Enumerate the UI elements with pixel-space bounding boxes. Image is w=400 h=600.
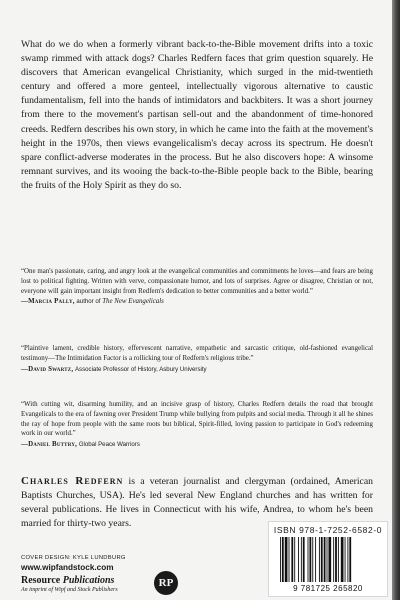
- quote-text: “Plaintive lament, credible history, effervescent narrative, empathetic and sarcastic critique, old-fashioned evangelical testimony—The Intimidation Factor is a rollicking tour of Redfern's religious tribe.”: [21, 345, 373, 362]
- publisher-name-part: Publications: [62, 575, 115, 586]
- barcode-icon: [278, 537, 378, 593]
- attribution-dash: —: [21, 298, 29, 306]
- cover-design-credit: COVER DESIGN: KYLE LUNDBURG: [21, 555, 126, 561]
- publisher-name: [21, 576, 118, 586]
- endorser-affiliation: author of: [76, 298, 101, 306]
- barcode-digits: 9 781725 265820: [293, 584, 363, 593]
- endorsement-quote: [21, 344, 373, 373]
- quote-attribution: [21, 366, 373, 373]
- endorser-name: Marcia Pally,: [28, 298, 75, 306]
- description-blurb: What do we do when a formerly vibrant back-to-the-Bible movement drifts into a toxic swamp rimmed with attack dogs? Charles Redfern faces that grim question squarely. He discovers that American evangelical Christianity, which surged in the mid-twentieth century and offered a more genteel, intellectually vigorous alternative to caustic fundamentalism, fell into the hands of intimidators and backbiters. It was a short journey from there to the movement's partisan sell-out and the abandonment of time-honored creeds. Redfern describes his own story, in which he came into the faith at the movement's height in the 1970s, then views evangelicalism's decay across its spectrum. He doesn't spare conflict-adverse moderates in the process. But he also discovers hope: A winsome remnant survives, and its wooing the back-to-the-Bible people back to the Bible, bearing the fruits of the Holy Spirit as they do so.: [21, 39, 373, 191]
- endorser-book-title: The New Evangelicals: [102, 298, 164, 306]
- spine-edge: [392, 0, 400, 600]
- barcode-panel: [268, 521, 388, 597]
- attribution-dash: —: [21, 365, 29, 373]
- publisher-imprint: [21, 576, 118, 594]
- author-name: Charles Redfern: [21, 475, 124, 487]
- quote-text: “With cutting wit, disarming humility, and an incisive grasp of history, Charles Redfern details the road that brought Evangelicals to the era of fawning over President Trump while bullying from pulpits and social media. Through it all he shines the ray of hope from people with the same roots but biblical, Spirit-filled, loving passion to participate in God's redeeming work in our world.”: [21, 401, 373, 438]
- cover-content: [21, 0, 383, 600]
- endorsement-quote: [21, 267, 373, 305]
- attribution-dash: —: [21, 441, 29, 449]
- author-bio-text: is a veteran journalist and clergyman (ordained, American Baptists Churches, USA). He's led several New England churches and has written for several publications. He lives in Connecticut with his wife, Andrea, to whom he's been married for thirty-two years.: [21, 476, 373, 530]
- endorser-affiliation: Associate Professor of History, Asbury University: [74, 365, 207, 373]
- endorser-name: Daniel Buttry,: [28, 441, 78, 449]
- quote-attribution: [21, 441, 373, 448]
- quote-attribution: [21, 298, 373, 305]
- publisher-name-part: Resource: [21, 575, 61, 586]
- endorser-name: David Swartz,: [28, 365, 74, 373]
- quote-text: “One man's passionate, caring, and angry look at the evangelical communities and commitments he loves—and fears are being lost to political fighting. Written with verve, compassionate humor, and lots of surprises. Agree or disagree, Christian or not, everyone will gain important insight from Redfern's dedication to better communities and a better world.”: [21, 268, 373, 295]
- endorsement-quote: [21, 400, 373, 448]
- endorser-affiliation: Global Peace Warriors: [78, 441, 140, 449]
- isbn-number: ISBN 978-1-7252-6582-0: [273, 525, 383, 535]
- publisher-logo-icon: RP: [154, 571, 178, 595]
- publisher-website: www.wipfandstock.com: [21, 563, 114, 572]
- publisher-imprint-note: An imprint of Wipf and Stock Publishers: [21, 587, 118, 593]
